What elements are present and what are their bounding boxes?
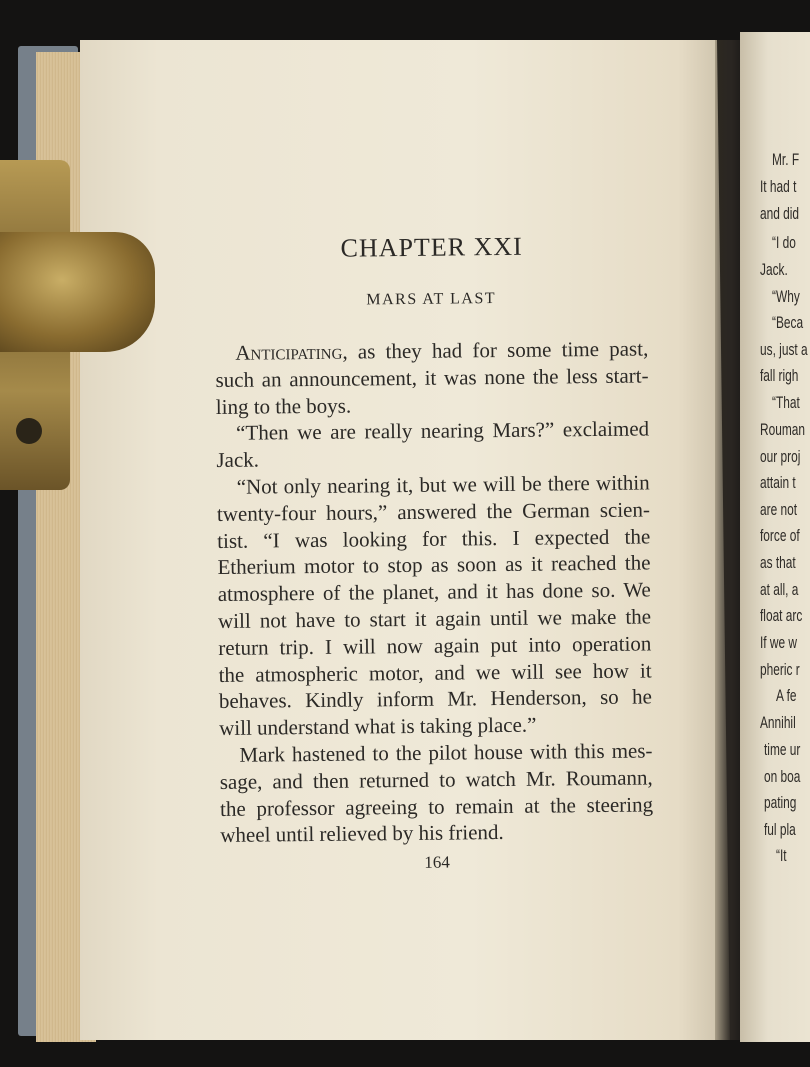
right-page-line: Annihil [760,713,796,732]
right-page-line: “I do [772,233,796,252]
chapter-subtitle: MARS AT LAST [366,290,497,309]
right-page-line: attain t [760,473,796,492]
paragraph-2 [216,416,650,474]
right-page-line: as that [760,553,796,572]
text-line: Etherium motor to stop as soon as it reached the [217,550,651,580]
text-line: the professor agreeing to remain at the steering [219,791,654,821]
right-page-line: If we w [760,633,798,652]
text-line: tist. “I was looking for this. I expected the [217,524,651,553]
right-page-line: our proj [760,447,801,466]
right-page-line: on boa [764,767,801,786]
text-line: “Then we are really nearing Mars?” exclaimed [235,416,650,446]
right-page-line: “Why [772,287,800,306]
text-line-rest: as they had for some time past, [347,336,649,364]
text-line: ling to the boys. [215,393,352,419]
right-page-line: pating [764,793,797,812]
clip-lever [0,232,155,352]
right-page-line: and did [760,204,800,223]
opening-word: Anticipating, [235,339,348,365]
right-page-line: at all, a [760,580,799,599]
right-page-line: “That [772,393,800,412]
right-page-line: It had t [760,177,797,196]
right-page-line: ful pla [764,820,796,839]
right-page-line: pheric r [760,660,800,679]
paragraph-3 [217,469,653,741]
right-page-line: are not [760,500,798,519]
right-page-line: “It [776,846,787,865]
right-page-line: Jack. [760,260,788,279]
left-page-text [214,227,654,875]
text-line: return trip. I will now again put into operation [218,631,652,660]
body-text [215,335,653,849]
text-line [215,335,648,366]
paragraph-4 [219,737,653,849]
text-line: behaves. Kindly inform Mr. Henderson, so he [218,684,653,714]
right-page-line: Rouman [760,420,805,439]
right-page-line: force of [760,526,800,545]
text-line: atmosphere of the planet, and it has done so. We [217,577,651,607]
text-line: Mark hastened to the pilot house with this mes- [239,738,653,767]
right-page-line: float arc [760,606,803,625]
right-page-line: time ur [764,740,801,759]
right-page-line: us, just a [760,340,808,359]
right-page-line: Mr. F [772,150,800,169]
text-line: such an announcement, it was none the less start- [215,363,649,392]
text-line: will not have to start it again until we make the [217,604,652,633]
text-line: Jack. [216,447,260,473]
chapter-title: CHAPTER XXI [340,231,523,263]
text-line: will understand what is taking place.” [219,712,537,741]
right-page-line: “Beca [772,313,804,332]
right-page-line: fall righ [760,366,799,385]
right-page-line: A fe [776,686,797,705]
page-number: 164 [424,852,450,872]
text-line: “Not only nearing it, but we will be there within [236,470,650,499]
clip-hole [16,418,42,444]
text-line: twenty-four hours,” answered the German scien- [216,497,651,526]
text-line: wheel until relieved by his friend. [220,820,504,848]
paragraph-1 [215,335,649,420]
text-line: the atmospheric motor, and we will see how it [218,658,652,687]
text-line: sage, and then returned to watch Mr. Roumann, [219,765,653,794]
